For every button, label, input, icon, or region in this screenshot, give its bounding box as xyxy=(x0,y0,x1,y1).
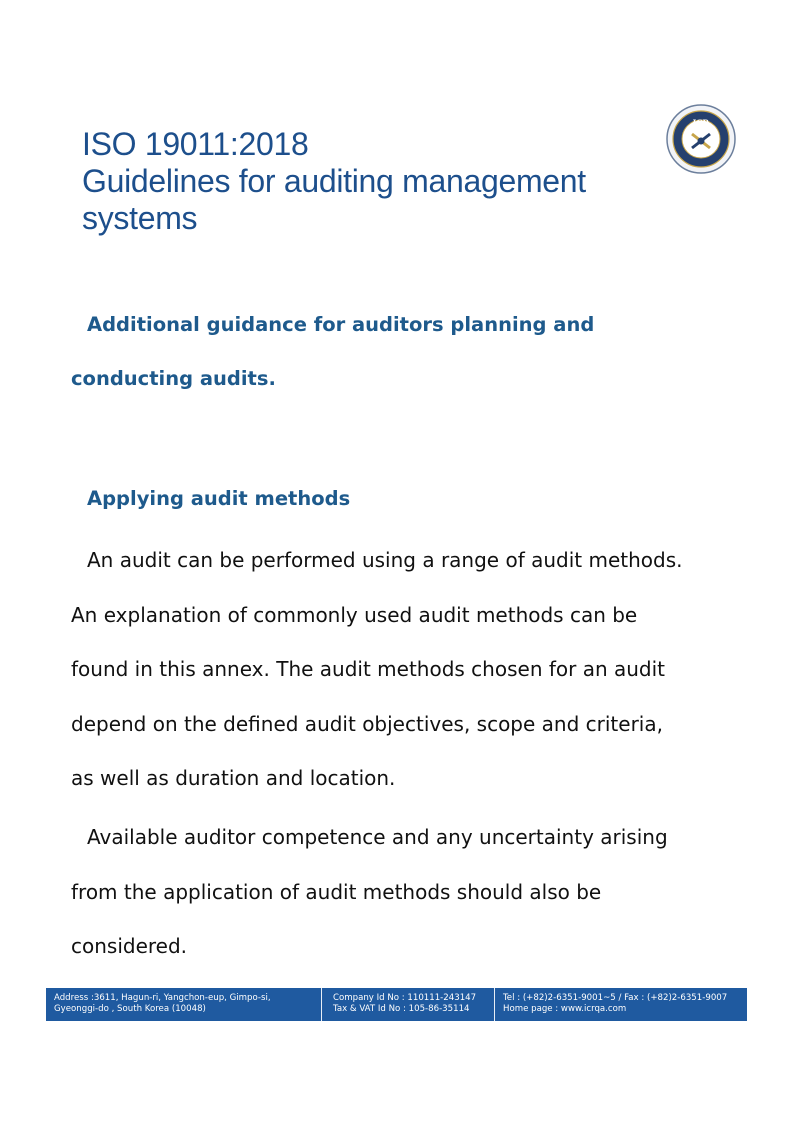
para1-line-5: as well as duration and location. xyxy=(71,766,396,790)
para2-line-1: Available auditor competence and any uncertainty arising xyxy=(87,825,668,849)
para1-line-1: An audit can be performed using a range of audit methods. xyxy=(87,548,683,572)
title-line-2: Guidelines for auditing management xyxy=(82,163,586,199)
section-heading-additional-guidance-cont: conducting audits. xyxy=(71,367,276,390)
para1-line-3: found in this annex. The audit methods chosen for an audit xyxy=(71,657,666,681)
company-footer xyxy=(46,988,747,1021)
footer-homepage-link[interactable]: Home page : www.icrqa.com xyxy=(503,1004,627,1014)
paragraph-auditor-competence xyxy=(71,810,761,974)
document-title xyxy=(82,126,586,237)
title-line-3: systems xyxy=(82,200,198,236)
footer-company-ids: Company Id No : 110111-243147 Tax & VAT Id No : 105-86-35114 xyxy=(321,988,494,1021)
para1-line-4: depend on the defined audit objectives, scope and criteria, xyxy=(71,711,663,736)
paragraph-audit-methods xyxy=(71,533,761,806)
para2-line-2: from the application of audit methods should also be xyxy=(71,879,602,904)
footer-address: Address :3611, Hagun-ri, Yangchon-eup, Gimpo-si, Gyeonggi-do , South Korea (10048) xyxy=(54,993,271,1014)
section-heading-additional-guidance: Additional guidance for auditors planning and xyxy=(87,313,595,336)
section-heading-applying-audit-methods: Applying audit methods xyxy=(87,487,351,510)
para2-line-3: considered. xyxy=(71,934,188,958)
svg-text:ICR: ICR xyxy=(692,118,710,128)
para1-line-2: An explanation of commonly used audit methods can be xyxy=(71,602,638,627)
title-line-1: ISO 19011:2018 xyxy=(82,126,309,162)
footer-contact: Tel : (+82)2-6351-9001~5 / Fax : (+82)2-6351-9007 Home page : www.icrqa.com xyxy=(494,988,747,1021)
icr-logo-icon xyxy=(666,104,736,174)
